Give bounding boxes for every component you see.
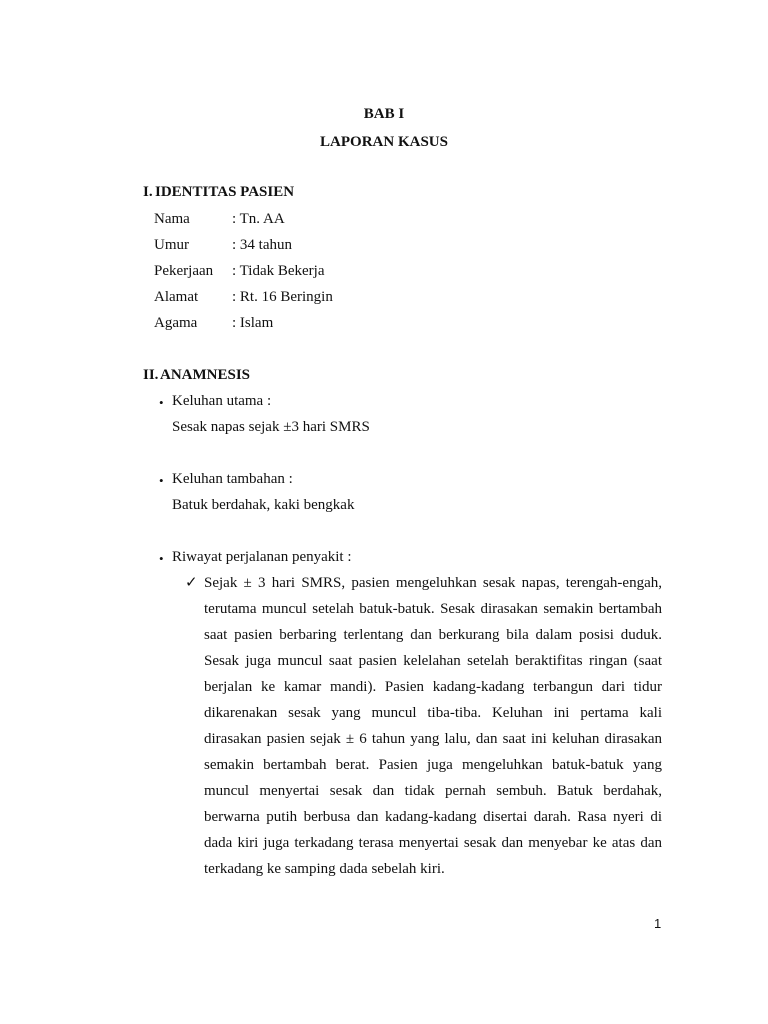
section-identitas-number: I. [143, 184, 153, 200]
paragraph-line: berwarna putih berbusa dan kadang-kadang disertai darah. Rasa nyeri di [204, 809, 662, 825]
paragraph-line: dikarenakan sesak yang muncul tiba-tiba. Keluhan ini pertama kali [204, 705, 662, 721]
paragraph-line: terkadang ke samping dada sebelah kiri. [204, 861, 445, 877]
report-title: LAPORAN KASUS [320, 134, 448, 150]
identity-label-umur: Umur [154, 237, 189, 253]
paragraph-line: Sejak ± 3 hari SMRS, pasien mengeluhkan sesak napas, terengah-engah, [204, 575, 662, 591]
paragraph-line: semakin bertambah berat. Pasien juga mengeluhkan batuk-batuk yang [204, 757, 662, 773]
bullet-icon: • [159, 395, 164, 410]
paragraph-line: berjalan ke kamar mandi). Pasien kadang-kadang terbangun dari tidur [204, 679, 662, 695]
identity-value-pekerjaan: : Tidak Bekerja [232, 263, 325, 279]
identity-value-alamat: : Rt. 16 Beringin [232, 289, 333, 305]
identity-value-umur: : 34 tahun [232, 237, 292, 253]
keluhan-tambahan-label: Keluhan tambahan : [172, 471, 293, 487]
keluhan-utama-text: Sesak napas sejak ±3 hari SMRS [172, 419, 370, 435]
section-anamnesis-number: II. [143, 367, 159, 383]
paragraph-line: muncul menyertai sesak dan tidak pernah sembuh. Batuk berdahak, [204, 783, 662, 799]
paragraph-line: terutama muncul setelah batuk-batuk. Sesak dirasakan semakin bertambah [204, 601, 662, 617]
checkmark-icon: ✓ [185, 575, 198, 591]
page-number: 1 [654, 916, 662, 931]
identity-label-alamat: Alamat [154, 289, 199, 305]
paragraph-line: dada kiri juga terkadang terasa menyertai sesak dan menyebar ke atas dan [204, 835, 662, 851]
keluhan-utama-label: Keluhan utama : [172, 393, 272, 409]
paragraph-line: dirasakan pasien sejak ± 6 tahun yang lalu, dan saat ini keluhan dirasakan [204, 731, 662, 747]
identity-value-nama: : Tn. AA [232, 211, 285, 227]
identity-label-nama: Nama [154, 211, 190, 227]
keluhan-tambahan-text: Batuk berdahak, kaki bengkak [172, 497, 355, 513]
section-identitas-heading: IDENTITAS PASIEN [155, 184, 295, 200]
identity-label-agama: Agama [154, 315, 198, 331]
chapter-heading: BAB I [363, 106, 405, 122]
bullet-icon: • [159, 551, 164, 566]
identity-value-agama: : Islam [232, 315, 274, 331]
bullet-icon: • [159, 473, 164, 488]
paragraph-line: saat pasien berbaring terlentang dan berkurang bila dalam posisi duduk. [204, 627, 662, 643]
riwayat-paragraph [204, 570, 662, 882]
section-anamnesis-heading: ANAMNESIS [160, 367, 251, 383]
riwayat-label: Riwayat perjalanan penyakit : [172, 549, 352, 565]
paragraph-line: Sesak juga muncul saat pasien kelelahan setelah beraktifitas ringan (saat [204, 653, 662, 669]
identity-label-pekerjaan: Pekerjaan [154, 263, 214, 279]
